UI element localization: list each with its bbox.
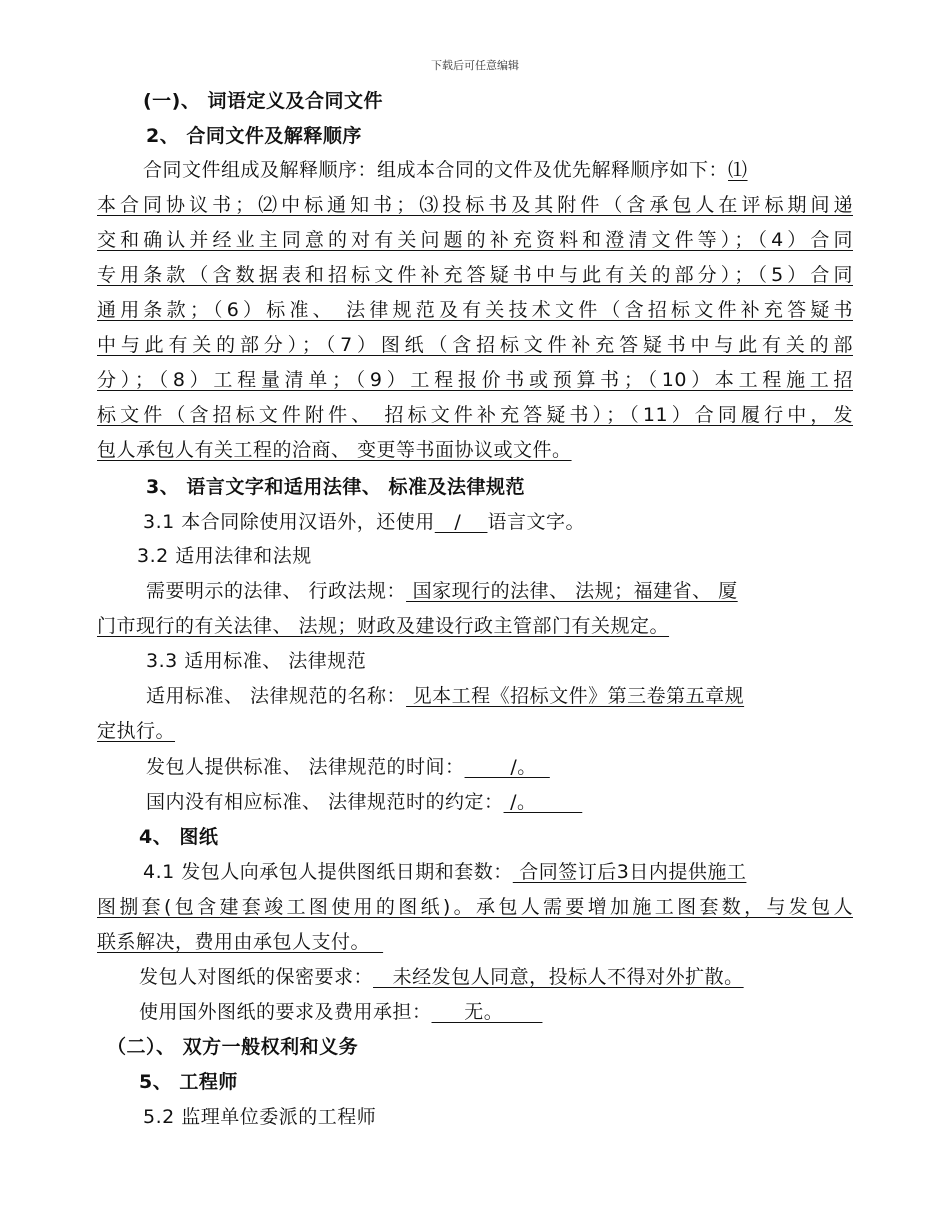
clause-4-1-label: 4.1 发包人向承包人提供图纸日期和套数：	[143, 861, 513, 883]
laws-line-2: 门市现行的有关法律、 法规；财政及建设行政主管部门有关规定。	[97, 615, 670, 637]
no-standard-value: /。	[503, 791, 583, 813]
contract-docs-line-6: 分）；（8）工程量清单；（9）工程报价书或预算书；（10）本工程施工招	[97, 369, 853, 391]
laws-label: 需要明示的法律、 行政法规：	[146, 580, 407, 602]
standards-time-value: /。	[464, 756, 550, 778]
standards-label: 适用标准、 法律规范的名称：	[146, 685, 407, 707]
contract-docs-line-2: 交和确认并经业主同意的对有关问题的补充资料和澄清文件等）；（4）合同	[97, 229, 853, 251]
subheading-2: 2、 合同文件及解释顺序	[146, 125, 362, 147]
standards-time	[146, 750, 906, 784]
contract-docs-line-8: 包人承包人有关工程的洽商、 变更等书面协议或文件。	[97, 439, 572, 461]
section-heading-1: (一)、 词语定义及合同文件	[143, 90, 383, 112]
clause-3-3: 3.3 适用标准、 法律规范	[146, 650, 367, 672]
clause-3-1-text: 3.1 本合同除使用汉语外，还使用	[143, 511, 435, 533]
clause-3-1-tail: 语言文字。	[487, 511, 585, 533]
contract-docs-line-4: 通用条款；（6）标准、 法律规范及有关技术文件（含招标文件补充答疑书	[97, 299, 853, 321]
lead-underline: ⑴	[728, 159, 748, 181]
foreign-drawings	[139, 995, 899, 1029]
contract-docs-line-3: 专用条款（含数据表和招标文件补充答疑书中与此有关的部分）；（5）合同	[97, 264, 853, 286]
clause-5-2: 5.2 监理单位委派的工程师	[143, 1106, 377, 1128]
standards-line-2: 定执行。	[97, 720, 176, 742]
no-standard-label: 国内没有相应标准、 法律规范时的约定：	[146, 791, 504, 813]
clause-3-1	[143, 505, 903, 539]
subheading-5: 5、 工程师	[139, 1071, 238, 1093]
contract-docs-line-7: 标文件（含招标文件附件、 招标文件补充答疑书）；（11）合同履行中，发	[97, 404, 853, 426]
no-standard-agreement	[146, 785, 906, 819]
contract-docs-line-1: 本合同协议书；⑵中标通知书；⑶投标书及其附件（含承包人在评标期间递	[97, 194, 853, 216]
standards-time-label: 发包人提供标准、 法律规范的时间：	[146, 756, 465, 778]
foreign-drawings-label: 使用国外图纸的要求及费用承担：	[139, 1001, 432, 1023]
standards-line-1	[146, 679, 906, 713]
clause-3-1-blank: /	[434, 511, 488, 533]
subheading-4: 4、 图纸	[139, 826, 219, 848]
laws-value: 国家现行的法律、 法规；福建省、 厦	[406, 580, 738, 602]
contract-docs-lead	[143, 153, 903, 187]
laws-line-1	[146, 574, 906, 608]
clause-4-1-line-1	[143, 855, 903, 889]
contract-docs-line-5: 中与此有关的部分）；（7）图纸（含招标文件补充答疑书中与此有关的部	[97, 334, 853, 356]
drawing-secrecy-label: 发包人对图纸的保密要求：	[139, 966, 374, 988]
page-header: 下载后可任意编辑	[431, 59, 519, 72]
standards-value: 见本工程《招标文件》第三卷第五章规	[406, 685, 745, 707]
subheading-3: 3、 语言文字和适用法律、 标准及法律规范	[146, 476, 525, 498]
drawing-secrecy	[139, 960, 899, 994]
foreign-drawings-value: 无。	[431, 1001, 543, 1023]
drawing-secrecy-value: 未经发包人同意，投标人不得对外扩散。	[373, 966, 744, 988]
clause-4-1-value: 合同签订后3日内提供施工	[512, 861, 747, 883]
section-heading-2: （二）、 双方一般权利和义务	[107, 1036, 359, 1058]
clause-4-1-line-3: 联系解决，费用由承包人支付。	[97, 931, 384, 953]
lead-text: 合同文件组成及解释顺序：组成本合同的文件及优先解释顺序如下：	[143, 159, 729, 181]
clause-3-2: 3.2 适用法律和法规	[137, 545, 312, 567]
clause-4-1-line-2: 图捌套(包含建套竣工图使用的图纸)。承包人需要增加施工图套数，与发包人	[97, 896, 853, 918]
